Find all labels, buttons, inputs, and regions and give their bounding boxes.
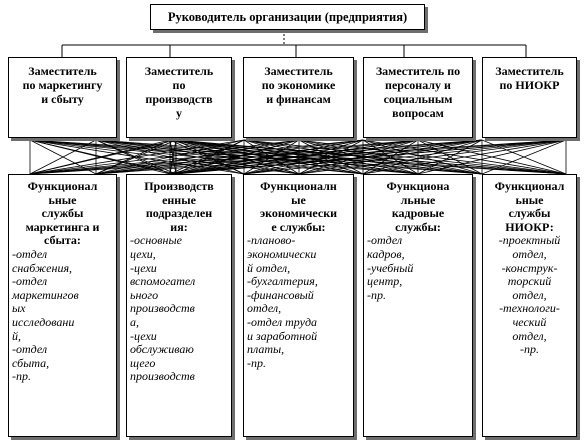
deputy-personnel-box	[363, 57, 473, 138]
head-of-organization-label: Руководитель организации (предприятия)	[167, 10, 408, 24]
deputy-personnel-label: Заместитель по персоналу и социальным вопросам	[375, 64, 461, 120]
service-economics-items: -планово- экономически й отдел, -бухгалтерия, -финансовый отдел, -отдел труда и заработной платы, -пр.	[247, 233, 318, 370]
service-production-items: -основные цехи, -цехи вспомогател ьного производств а, -цехи обслуживаю щего производств	[130, 233, 196, 384]
deputy-rnd-label: Заместитель по НИОКР	[495, 64, 564, 92]
service-personnel-box	[363, 174, 473, 437]
service-personnel-title: Функциона льные кадровые службы:	[386, 179, 450, 234]
deputy-marketing-label: Заместитель по маркетингу и сбыту	[22, 64, 103, 106]
deputy-production-box	[126, 57, 232, 138]
deputy-rnd-box	[482, 57, 577, 138]
deputy-economics-label: Заместитель по экономике и финансам	[261, 64, 336, 106]
service-personnel-items: -отдел кадров, -учебный центр, -пр.	[367, 233, 414, 302]
service-rnd-items: -проектный отдел, -конструк- торский отдел, -технологи- ческий отдел, -пр.	[498, 233, 561, 357]
service-production-title: Производств енные подразделен ия:	[144, 179, 214, 234]
service-rnd-box	[482, 174, 577, 437]
service-economics-box	[243, 174, 354, 437]
deputy-economics-box	[243, 57, 354, 138]
service-economics-title: Функционалн ые экономически е службы:	[259, 179, 338, 234]
head-of-organization-box	[150, 4, 425, 30]
service-rnd-title: Функционал ьные службы НИОКР:	[494, 179, 565, 234]
service-marketing-items: -отдел снабжения, -отдел маркетингов ых исследовани й, -отдел сбыта, -пр.	[12, 246, 79, 384]
service-marketing-box	[8, 174, 117, 437]
service-production-box	[126, 174, 232, 437]
deputy-production-label: Заместитель по производств у	[144, 64, 214, 120]
deputy-marketing-box	[8, 57, 117, 138]
service-marketing-title: Функционал ьные службы маркетинга и сбыта:	[25, 179, 100, 248]
